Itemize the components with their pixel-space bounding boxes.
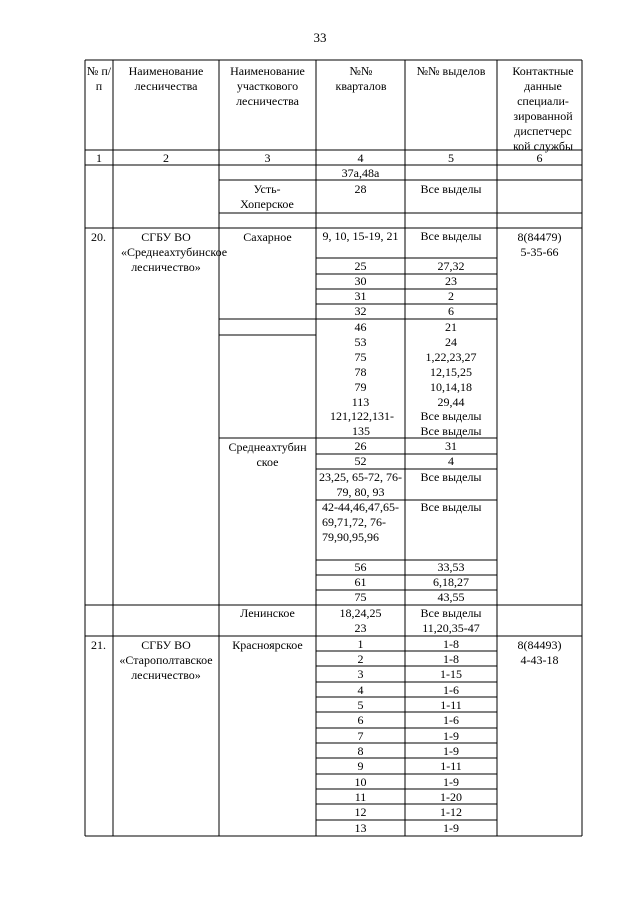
forestry-name: СГБУ ВО «Старополтавское лесничество»	[119, 638, 213, 682]
quarters-cell: 18,24,25	[339, 606, 382, 620]
col-number: 4	[357, 151, 364, 165]
quarters-cell: 5	[357, 698, 364, 712]
quarters-cell: 56	[354, 560, 367, 574]
entry-number: 20.	[91, 230, 106, 244]
plots-cell: 24	[445, 335, 457, 349]
contact-phone: 5-35-66	[520, 245, 559, 259]
plots-cell: 21	[445, 320, 457, 334]
quarters-cell: 53	[354, 335, 367, 349]
plots-cell: Все выделы	[420, 424, 482, 438]
quarters-cell: 10	[354, 775, 367, 789]
contact-phone: 8(84479)	[517, 230, 562, 244]
plots-cell: 43,55	[437, 590, 465, 604]
plots-cell: 2	[448, 289, 454, 303]
quarters-cell: 75	[354, 350, 367, 364]
contact-phone: 8(84493)	[517, 638, 562, 652]
quarters-cell: 3	[357, 667, 364, 681]
plots-cell: 11,20,35-47	[422, 621, 480, 635]
quarters-cell: 25	[354, 259, 367, 273]
plots-cell: 6,18,27	[433, 575, 469, 589]
district-name: Среднеахтубин ское	[228, 440, 307, 469]
col-number: 1	[96, 151, 102, 165]
plots-cell: 1-6	[443, 683, 459, 697]
quarters-cell: 23	[354, 621, 367, 635]
plots-cell: 1-9	[443, 821, 459, 835]
quarters-cell: 12	[354, 805, 367, 819]
quarters-cell: 113	[351, 395, 370, 409]
quarters-cell: 79	[354, 380, 367, 394]
quarters-cell: 4	[357, 683, 364, 697]
district-name: Сахарное	[243, 230, 292, 244]
header-num: № п/п	[86, 64, 112, 93]
header-plots: №№ выделов	[416, 64, 486, 78]
plots-cell: Все выделы	[420, 500, 482, 514]
plots-cell: 1-8	[443, 652, 459, 666]
plots-cell: 1-20	[440, 790, 462, 804]
plots-cell: 1-6	[443, 713, 459, 727]
entry-number: 21.	[91, 638, 106, 652]
contact-phone: 4-43-18	[520, 653, 559, 667]
col-number: 5	[448, 151, 454, 165]
header-contacts: Контактные данные специали-зированной диспетчерс кой службы	[512, 64, 574, 153]
quarters-cell: 121,122,131-135	[330, 409, 394, 438]
plots-cell: Все выделы	[420, 606, 482, 620]
plots-cell: 1,22,23,27	[425, 350, 477, 364]
header-forestry: Наименование лесничества	[128, 64, 204, 93]
quarters-cell: 37а,48а	[341, 166, 380, 180]
quarters-cell: 11	[354, 790, 367, 804]
quarters-cell: 2	[357, 652, 364, 666]
header-district: Наименование участкового лесничества	[230, 64, 305, 108]
plots-cell: 29,44	[437, 395, 465, 409]
quarters-cell: 26	[354, 439, 367, 453]
plots-cell: 23	[445, 274, 457, 288]
plots-cell: 1-9	[443, 744, 459, 758]
plots-cell: Все выделы	[420, 229, 482, 243]
quarters-cell: 1	[357, 637, 364, 651]
col-number: 3	[264, 151, 271, 165]
plots-cell: 1-11	[440, 698, 462, 712]
plots-cell: 33,53	[437, 560, 465, 574]
quarters-cell: 23,25, 65-72, 76-79, 80, 93	[319, 470, 402, 499]
plots-cell: 27,32	[437, 259, 465, 273]
forestry-name: СГБУ ВО «Среднеахтубинское лесничество»	[121, 230, 228, 274]
plots-cell: 31	[445, 439, 457, 453]
col-number: 6	[536, 151, 543, 165]
quarters-cell: 13	[354, 821, 367, 835]
plots-cell: 4	[448, 454, 454, 468]
quarters-cell: 61	[354, 575, 367, 589]
quarters-cell: 9	[357, 759, 364, 773]
plots-cell: Все выделы	[420, 409, 482, 423]
plots-cell: 12,15,25	[430, 365, 472, 379]
quarters-cell: 8	[357, 744, 364, 758]
plots-cell: Все выделы	[420, 470, 482, 484]
col-number: 2	[163, 151, 169, 165]
plots-cell: 1-11	[440, 759, 462, 773]
district-name: Красноярское	[232, 638, 303, 652]
plots-cell: 1-12	[440, 805, 462, 819]
plots-cell: 1-9	[443, 729, 459, 743]
plots-cell: 1-9	[443, 775, 459, 789]
plots-cell: 1-8	[443, 637, 459, 651]
plots-cell: 10,14,18	[430, 380, 472, 394]
quarters-cell: 30	[354, 274, 367, 288]
quarters-cell: 9, 10, 15-19, 21	[322, 229, 399, 243]
plots-cell: 6	[448, 304, 454, 318]
page-number: 33	[313, 30, 327, 45]
quarters-cell: 31	[354, 289, 367, 303]
quarters-cell: 52	[354, 454, 367, 468]
district-name: Ленинское	[240, 606, 295, 620]
header-quarters: №№ кварталов	[335, 64, 387, 93]
quarters-cell: 28	[354, 182, 367, 196]
quarters-cell: 32	[354, 304, 367, 318]
plots-cell: Все выделы	[420, 182, 482, 196]
quarters-cell: 46	[354, 320, 367, 334]
district-name: Усть-Хоперское	[240, 182, 294, 211]
quarters-cell: 78	[354, 365, 367, 379]
quarters-cell: 75	[354, 590, 367, 604]
quarters-cell: 7	[357, 729, 364, 743]
plots-cell: 1-15	[440, 667, 462, 681]
quarters-cell: 6	[357, 713, 364, 727]
quarters-cell: 42-44,46,47,65-69,71,72, 76-79,90,95,96	[322, 500, 399, 544]
